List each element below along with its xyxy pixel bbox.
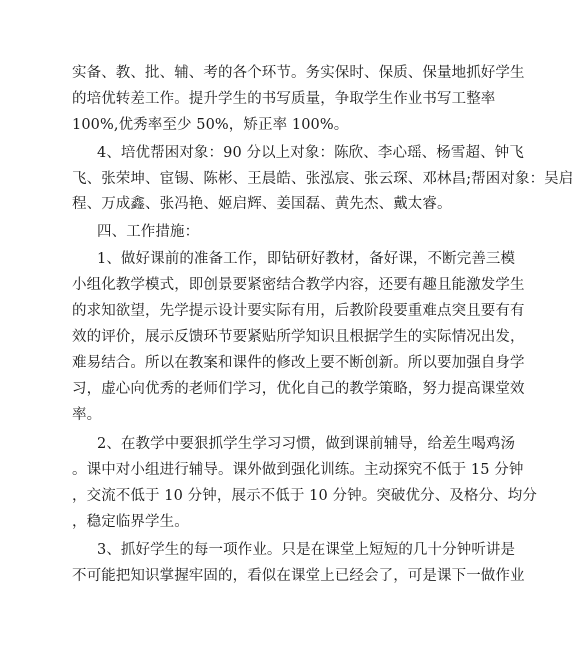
paragraph-line: ，交流不低于 10 分钟，展示不低于 10 分钟。突破优分、及格分、均分: [72, 488, 537, 504]
paragraph-line: 实备、教、批、辅、考的各个环节。务实保时、保质、保量地抓好学生: [72, 65, 525, 81]
paragraph-line: 的培优转差工作。提升学生的书写质量，争取学生作业书写工整率: [72, 91, 496, 107]
paragraph-line: 飞、张荣坤、宦锡、陈彬、王晨皓、张泓宸、张云琛、邓林昌;帮困对象：吴启: [72, 171, 573, 187]
paragraph-line: 小组化教学模式，即创景要紧密结合教学内容，还要有趣且能激发学生: [72, 277, 525, 293]
paragraph-line: 难易结合。所以在教案和课件的修改上要不断创新。所以要加强自身学: [72, 355, 525, 371]
paragraph-line: 4、培优帮困对象：90 分以上对象：陈欣、李心瑶、杨雪超、钟飞: [97, 145, 524, 161]
paragraph-line: 。课中对小组进行辅导。课外做到强化训练。主动探究不低于 15 分钟: [72, 462, 524, 478]
paragraph-line: 不可能把知识掌握牢固的，看似在课堂上已经会了，可是课下一做作业: [72, 568, 525, 584]
paragraph-line: 习，虚心向优秀的老师们学习，优化自己的教学策略，努力提高课堂效: [72, 381, 525, 397]
paragraph-line: 效的评价，展示反馈环节要紧贴所学知识且根据学生的实际情况出发，: [72, 329, 525, 345]
paragraph-line: ，稳定临界学生。: [72, 514, 189, 530]
paragraph-line: 程、万成鑫、张冯艳、姬启辉、姜国磊、黄先杰、戴太睿。: [72, 196, 452, 212]
section-heading: 四、工作措施：: [97, 224, 200, 240]
paragraph-line: 100%,优秀率至少 50%，矫正率 100%。: [72, 117, 349, 133]
paragraph-line: 1、做好课前的准备工作，即钻研好教材，备好课，不断完善三模: [97, 251, 516, 267]
paragraph-line: 的求知欲望，先学提示设计要实际有用，后教阶段要重难点突且要有有: [72, 303, 525, 319]
paragraph-line: 2、在教学中要狠抓学生学习习惯，做到课前辅导，给差生喝鸡汤: [97, 436, 516, 452]
paragraph-line: 3、抓好学生的每一项作业。只是在课堂上短短的几十分钟听讲是: [97, 542, 516, 558]
paragraph-line: 率。: [72, 407, 102, 423]
